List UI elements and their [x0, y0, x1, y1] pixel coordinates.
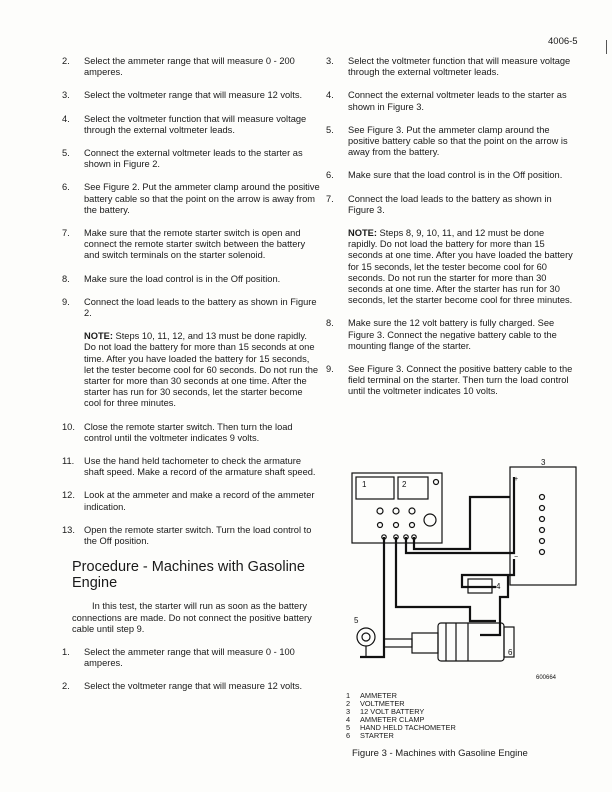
step-text: Connect the load leads to the battery as shown in Figure 2. [84, 296, 317, 319]
right-note-label: NOTE: [348, 228, 377, 239]
wiring-diagram [340, 457, 580, 689]
step-text: Connect the external voltmeter leads to the starter as shown in Figure 2. [84, 148, 303, 170]
left-column [62, 56, 320, 705]
tachometer-center [362, 633, 370, 641]
legend-text: 12 VOLT BATTERY [360, 707, 425, 717]
step-item [326, 125, 576, 159]
callout-5: 5 [354, 616, 359, 625]
step-text: Select the ammeter range that will measure 0 - 200 amperes. [84, 56, 295, 78]
wiring-leads [360, 477, 514, 657]
step-item [62, 274, 320, 285]
step-text: See Figure 2. Put the ammeter clamp around the positive battery cable so that the point on the arrow is away from the battery. [84, 182, 320, 215]
legend-text: VOLTMETER [360, 699, 405, 709]
legend-number: 6 [346, 731, 351, 741]
left-note-label: NOTE: [84, 331, 113, 342]
right-steps-group-a [326, 56, 576, 216]
step-item [62, 56, 320, 78]
legend-text: AMMETER CLAMP [360, 715, 425, 725]
right-note [348, 228, 576, 306]
step-number: 7. [62, 228, 70, 239]
legend-number: 3 [346, 707, 351, 717]
step-number: 2. [62, 681, 70, 692]
step-item [62, 90, 320, 101]
left-steps-group-c [62, 647, 320, 693]
tester-indicator-light [434, 480, 439, 485]
step-item [62, 182, 320, 216]
left-note [84, 331, 320, 409]
legend-text: STARTER [360, 731, 394, 741]
step-text: Look at the ammeter and make a record of the ammeter indication. [84, 490, 315, 512]
legend-number: 1 [346, 691, 351, 701]
legend-number: 4 [346, 715, 351, 725]
meter-label-2: 2 [402, 480, 407, 489]
step-number: 4. [62, 113, 70, 124]
meter-label-1: 1 [362, 480, 367, 489]
tachometer-handle [360, 646, 372, 657]
legend-text: AMMETER [360, 691, 397, 701]
section-title: Procedure - Machines with Gasoline Engine [72, 559, 305, 592]
step-number: 11. [62, 456, 75, 467]
step-item [62, 647, 320, 669]
starter-motor [384, 623, 514, 661]
step-text: See Figure 3. Put the ammeter clamp around the positive battery cable so that the point on the arrow is away from the battery. [348, 124, 568, 158]
step-item [326, 170, 576, 181]
figure-3 [340, 457, 580, 759]
callout-4: 4 [496, 582, 501, 591]
page-number: 4006-5 [548, 36, 578, 47]
callout-3: 3 [541, 458, 546, 467]
step-number: 13. [62, 524, 75, 535]
step-item [326, 364, 576, 398]
step-text: Connect the external voltmeter leads to the starter as shown in Figure 3. [348, 90, 567, 112]
step-text: Use the hand held tachometer to check the armature shaft speed. Make a record of the armature shaft speed. [84, 456, 316, 478]
step-number: 6. [62, 182, 70, 193]
legend-text: HAND HELD TACHOMETER [360, 723, 456, 733]
step-item [326, 56, 576, 78]
step-item [62, 525, 320, 547]
tester-terminals [382, 535, 416, 539]
step-item [62, 297, 320, 319]
right-column [326, 56, 576, 410]
left-note-text: Steps 10, 11, 12, and 13 must be done rapidly. Do not load the battery for more than 15 seconds at one time. After you have loaded the battery for 15 seconds, let the tester become cool for 60 seconds. Do not run the starter for more than 30 seconds at one time. After the starter has run for 30 seconds, let the starter become cool for three minutes. [84, 331, 319, 409]
step-text: Select the ammeter range that will measure 0 - 100 amperes. [84, 646, 295, 669]
step-number: 12. [62, 490, 75, 501]
step-number: 8. [326, 318, 334, 329]
step-item [326, 318, 576, 352]
step-item [326, 194, 576, 216]
step-number: 10. [62, 421, 75, 432]
step-number: 9. [62, 296, 70, 307]
left-steps-group-a [62, 56, 320, 319]
tachometer-dial [357, 628, 375, 646]
step-text: Connect the load leads to the battery as shown in Figure 3. [348, 193, 552, 215]
left-steps-group-b [62, 422, 320, 548]
step-item [62, 490, 320, 512]
step-number: 7. [326, 193, 334, 204]
step-number: 5. [62, 148, 70, 159]
page-edge-mark [606, 40, 607, 54]
step-text: Close the remote starter switch. Then turn the load control until the voltmeter indicates 9 volts. [84, 421, 293, 443]
step-text: Select the voltmeter range that will measure 12 volts. [84, 681, 303, 692]
step-number: 1. [62, 646, 70, 657]
right-note-text: Steps 8, 9, 10, 11, and 12 must be done rapidly. Do not load the battery for more than 15 seconds at one time. After you have loaded the battery for 15 seconds, let the tester become cool for 60 seconds. Do not run the starter for more than 30 seconds at one time. After the starter has run for 30 seconds, let the starter become cool for three minutes. [348, 228, 573, 306]
step-item [62, 228, 320, 262]
legend-number: 2 [346, 699, 351, 709]
step-number: 5. [326, 124, 334, 135]
step-number: 9. [326, 364, 334, 375]
battery-cell-caps [540, 495, 545, 555]
step-item [62, 148, 320, 170]
step-number: 3. [62, 90, 70, 101]
step-text: See Figure 3. Connect the positive battery cable to the field terminal on the starter. Then turn the load control until the voltmeter indicates 10 volts. [348, 364, 573, 397]
step-item [326, 90, 576, 112]
step-text: Make sure that the load control is in the Off position. [348, 170, 563, 181]
battery-outline [510, 467, 576, 585]
battery-minus-mark: − [514, 554, 519, 561]
right-steps-group-b [326, 318, 576, 397]
step-number: 3. [326, 56, 334, 66]
step-text: Make sure the load control is in the Off position. [84, 273, 281, 284]
step-number: 4. [326, 90, 334, 101]
step-number: 6. [326, 170, 334, 181]
step-text: Select the voltmeter range that will measure 12 volts. [84, 90, 303, 101]
battery-plus-mark: + [514, 476, 519, 483]
tester-knobs [377, 508, 436, 528]
step-text: Select the voltmeter function that will measure voltage through the external voltmeter leads. [84, 113, 307, 135]
callout-6: 6 [508, 648, 513, 657]
step-item [62, 456, 320, 478]
step-number: 8. [62, 273, 70, 284]
step-text: Make sure the 12 volt battery is fully charged. See Figure 3. Connect the negative battery cable to the mounting flange of the starter. [348, 318, 557, 351]
step-item [62, 681, 320, 692]
step-text: Select the voltmeter function that will measure voltage through the external voltmeter leads. [348, 56, 571, 78]
legend-number: 5 [346, 723, 351, 733]
figure-legend [346, 692, 580, 740]
step-item [62, 422, 320, 444]
figure-caption: Figure 3 - Machines with Gasoline Engine [352, 748, 528, 760]
legend-item [346, 732, 580, 740]
step-text: Open the remote starter switch. Turn the load control to the Off position. [84, 524, 312, 547]
figure-image-code: 600664 [536, 675, 557, 681]
section-intro: In this test, the starter will run as soon as the battery connections are made. Do not connect the positive battery cable until step 9. [72, 601, 312, 634]
step-text: Make sure that the remote starter switch is open and connect the remote starter switch between the battery and switch terminals on the starter solenoid. [84, 228, 306, 261]
step-item [62, 114, 320, 136]
step-number: 2. [62, 56, 70, 66]
